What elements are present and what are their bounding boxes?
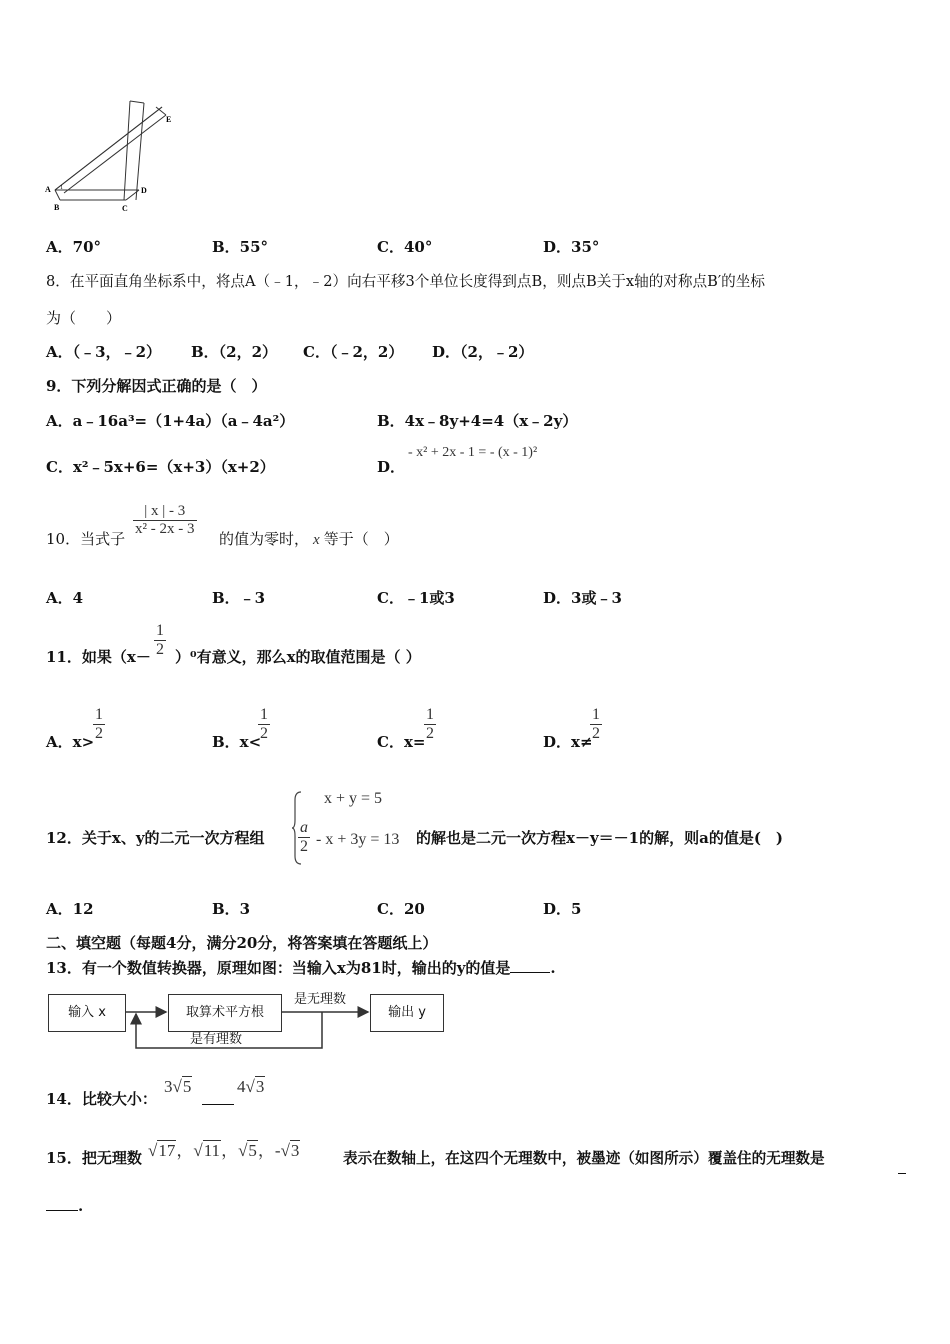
q15-answer-line xyxy=(46,1196,83,1215)
q14-prefix: 14．比较大小： xyxy=(46,1090,157,1108)
q10-stem-rest xyxy=(219,528,399,549)
q9-option-a[interactable]: A．a﹣16a³=（1+4a）（a﹣4a²） xyxy=(46,412,295,430)
q13-stem-end: . xyxy=(550,959,556,977)
q8-option-a[interactable]: A．（﹣3，﹣2） xyxy=(46,343,162,361)
q10-fraction-numerator: | x | - 3 xyxy=(144,503,186,519)
q11-option-a[interactable]: A．x> xyxy=(46,733,95,751)
q15-suffix: 表示在数轴上，在这四个无理数中，被墨迹（如图所示）覆盖住的无理数是 xyxy=(343,1150,825,1167)
q15-r3: 5 xyxy=(248,1141,257,1160)
q10-mid: 的值为零时， xyxy=(219,530,310,548)
q10-option-d[interactable]: D．3或﹣3 xyxy=(543,589,622,607)
q11-fraction-denominator: 2 xyxy=(156,641,164,658)
q7-option-b[interactable]: B．55° xyxy=(212,238,269,256)
q10-option-c[interactable]: C．﹣1或3 xyxy=(377,589,455,607)
q15-sqrt-17: √17 xyxy=(148,1141,176,1160)
q15-sqrt-11: √11 xyxy=(193,1141,221,1160)
q13-flow-diagram xyxy=(44,986,444,1052)
q11-suffix: ）⁰有意义，那么x的取值范围是（ ） xyxy=(175,648,421,666)
q10-fraction-denominator: x² - 2x - 3 xyxy=(135,521,195,537)
q14-left-coef: 3 xyxy=(164,1077,173,1096)
q7-geometry-figure xyxy=(40,95,190,220)
q15-r1: 17 xyxy=(158,1141,176,1160)
q15-end: . xyxy=(78,1197,84,1215)
q8-stem-line2: 为（ ） xyxy=(46,309,122,327)
q7-option-a[interactable]: A．70° xyxy=(46,238,102,256)
q7-option-d[interactable]: D．35° xyxy=(543,238,600,256)
q10-fraction xyxy=(133,503,197,538)
q7-option-c[interactable]: C．40° xyxy=(377,238,433,256)
fig-label-angle-1: 1 xyxy=(60,185,63,191)
q12-eq2-num: a xyxy=(300,819,308,836)
q15-comma-1: ， xyxy=(176,1141,194,1160)
q12-prefix: 12．关于x、y的二元一次方程组 xyxy=(46,829,265,847)
q10-option-a[interactable]: A．4 xyxy=(46,589,84,607)
q11-option-d-num: 1 xyxy=(592,706,600,723)
q11-option-d[interactable]: D．x≠ xyxy=(543,733,593,751)
q9-option-d-label[interactable]: D． xyxy=(377,458,406,476)
flow-arrows xyxy=(44,986,444,1052)
q12-suffix: 的解也是二元一次方程x－y＝－1的解，则a的值是( ) xyxy=(416,829,784,847)
q11-option-a-num: 1 xyxy=(95,706,103,723)
q14-answer-blank[interactable] xyxy=(202,1090,234,1105)
flow-process-box: 取算术平方根 xyxy=(168,994,282,1032)
q11-option-c-fraction xyxy=(424,706,436,743)
q12-option-c[interactable]: C．20 xyxy=(377,900,425,918)
fig-label-e: E xyxy=(166,115,172,124)
q14-left-expression: 3√5 xyxy=(164,1077,192,1096)
q13-stem-text: 13．有一个数值转换器，原理如图：当输入x为81时，输出的y的值是 xyxy=(46,959,511,977)
q15-answer-blank[interactable] xyxy=(46,1196,78,1211)
flow-label-rational: 是有理数 xyxy=(190,1032,243,1047)
fig-line-be xyxy=(64,115,166,193)
q14-answer-blank-wrap xyxy=(202,1090,234,1109)
q8-stem-line1: 8．在平面直角坐标系中，将点A（﹣1，﹣2）向右平移3个单位长度得到点B，则点B关于x轴的对称点B′的坐标 xyxy=(46,273,765,290)
q15-answer-blank-start[interactable] xyxy=(898,1160,906,1178)
section-2-heading: 二、填空题（每题4分，满分20分，将答案填在答题纸上） xyxy=(46,934,438,952)
q11-option-b-fraction xyxy=(258,706,270,743)
fig-label-d: D xyxy=(141,186,147,195)
flow-output-box: 输出 y xyxy=(370,994,444,1032)
fig-ruler-left xyxy=(124,101,130,200)
q12-option-a[interactable]: A．12 xyxy=(46,900,94,918)
q9-option-b[interactable]: B．4x﹣8y+4=4（x﹣2y） xyxy=(377,412,578,430)
q10-var: x xyxy=(313,532,320,548)
q8-option-c[interactable]: C．（﹣2，2） xyxy=(303,343,404,361)
q8-option-d[interactable]: D．（2，﹣2） xyxy=(432,343,534,361)
q11-option-c-num: 1 xyxy=(426,706,434,723)
q11-option-b[interactable]: B．x< xyxy=(212,733,262,751)
q14-right-coef: 4 xyxy=(237,1077,246,1096)
q9-stem: 9．下列分解因式正确的是（ ） xyxy=(46,377,267,395)
q8-option-b[interactable]: B．（2，2） xyxy=(191,343,278,361)
q9-option-d-expression: - x² + 2x - 1 = - (x - 1)² xyxy=(408,445,538,460)
q13-stem xyxy=(46,957,556,978)
q14-right-radicand: 3 xyxy=(255,1077,265,1096)
fig-label-b: B xyxy=(54,203,60,212)
fig-ruler-top xyxy=(130,101,144,103)
q11-option-d-den: 2 xyxy=(592,725,600,742)
q15-prefix: 15．把无理数 xyxy=(46,1149,142,1167)
flow-input-box: 输入 x xyxy=(48,994,126,1032)
q11-prefix: 11．如果（x－ xyxy=(46,648,151,666)
q15-radicals xyxy=(148,1136,300,1161)
q15-comma-2: ， xyxy=(221,1141,239,1160)
q11-option-c[interactable]: C．x= xyxy=(377,733,426,751)
q15-sqrt-5: √5 xyxy=(238,1141,257,1160)
fig-label-c: C xyxy=(122,204,128,213)
q10-suffix: 等于（ ） xyxy=(323,530,399,548)
q9-option-c[interactable]: C．x²﹣5x+6=（x+3）（x+2） xyxy=(46,458,275,476)
q11-fraction xyxy=(154,622,166,659)
q11-fraction-numerator: 1 xyxy=(156,622,164,639)
q11-option-a-den: 2 xyxy=(95,725,103,742)
q12-equation-2-rest: - x + 3y = 13 xyxy=(316,831,400,848)
q11-option-d-fraction xyxy=(590,706,602,743)
fig-label-a: A xyxy=(45,185,51,194)
q15-r2: 11 xyxy=(203,1141,221,1160)
q11-option-b-den: 2 xyxy=(260,725,268,742)
q12-eq2-den: 2 xyxy=(300,838,308,855)
q11-option-c-den: 2 xyxy=(426,725,434,742)
q12-equation-2-fraction xyxy=(298,819,310,856)
q14-left-radicand: 5 xyxy=(182,1077,192,1096)
q15-r4: 3 xyxy=(290,1141,300,1160)
q12-equation-1: x + y = 5 xyxy=(324,790,383,807)
q11-option-b-num: 1 xyxy=(260,706,268,723)
q12-option-b[interactable]: B．3 xyxy=(212,900,251,918)
q10-stem xyxy=(46,528,125,549)
q15-minus: - xyxy=(274,1141,281,1160)
flow-label-irrational: 是无理数 xyxy=(294,992,347,1007)
q13-answer-blank[interactable] xyxy=(510,972,550,973)
q15-sqrt-3: √3 xyxy=(280,1141,300,1160)
q11-option-a-fraction xyxy=(93,706,105,743)
q10-prefix: 10．当式子 xyxy=(46,530,126,548)
q15-comma-3: ， xyxy=(257,1141,275,1160)
q10-option-b[interactable]: B．﹣3 xyxy=(212,589,266,607)
q12-option-d[interactable]: D．5 xyxy=(543,900,582,918)
q14-right-expression: 4√3 xyxy=(237,1077,265,1096)
